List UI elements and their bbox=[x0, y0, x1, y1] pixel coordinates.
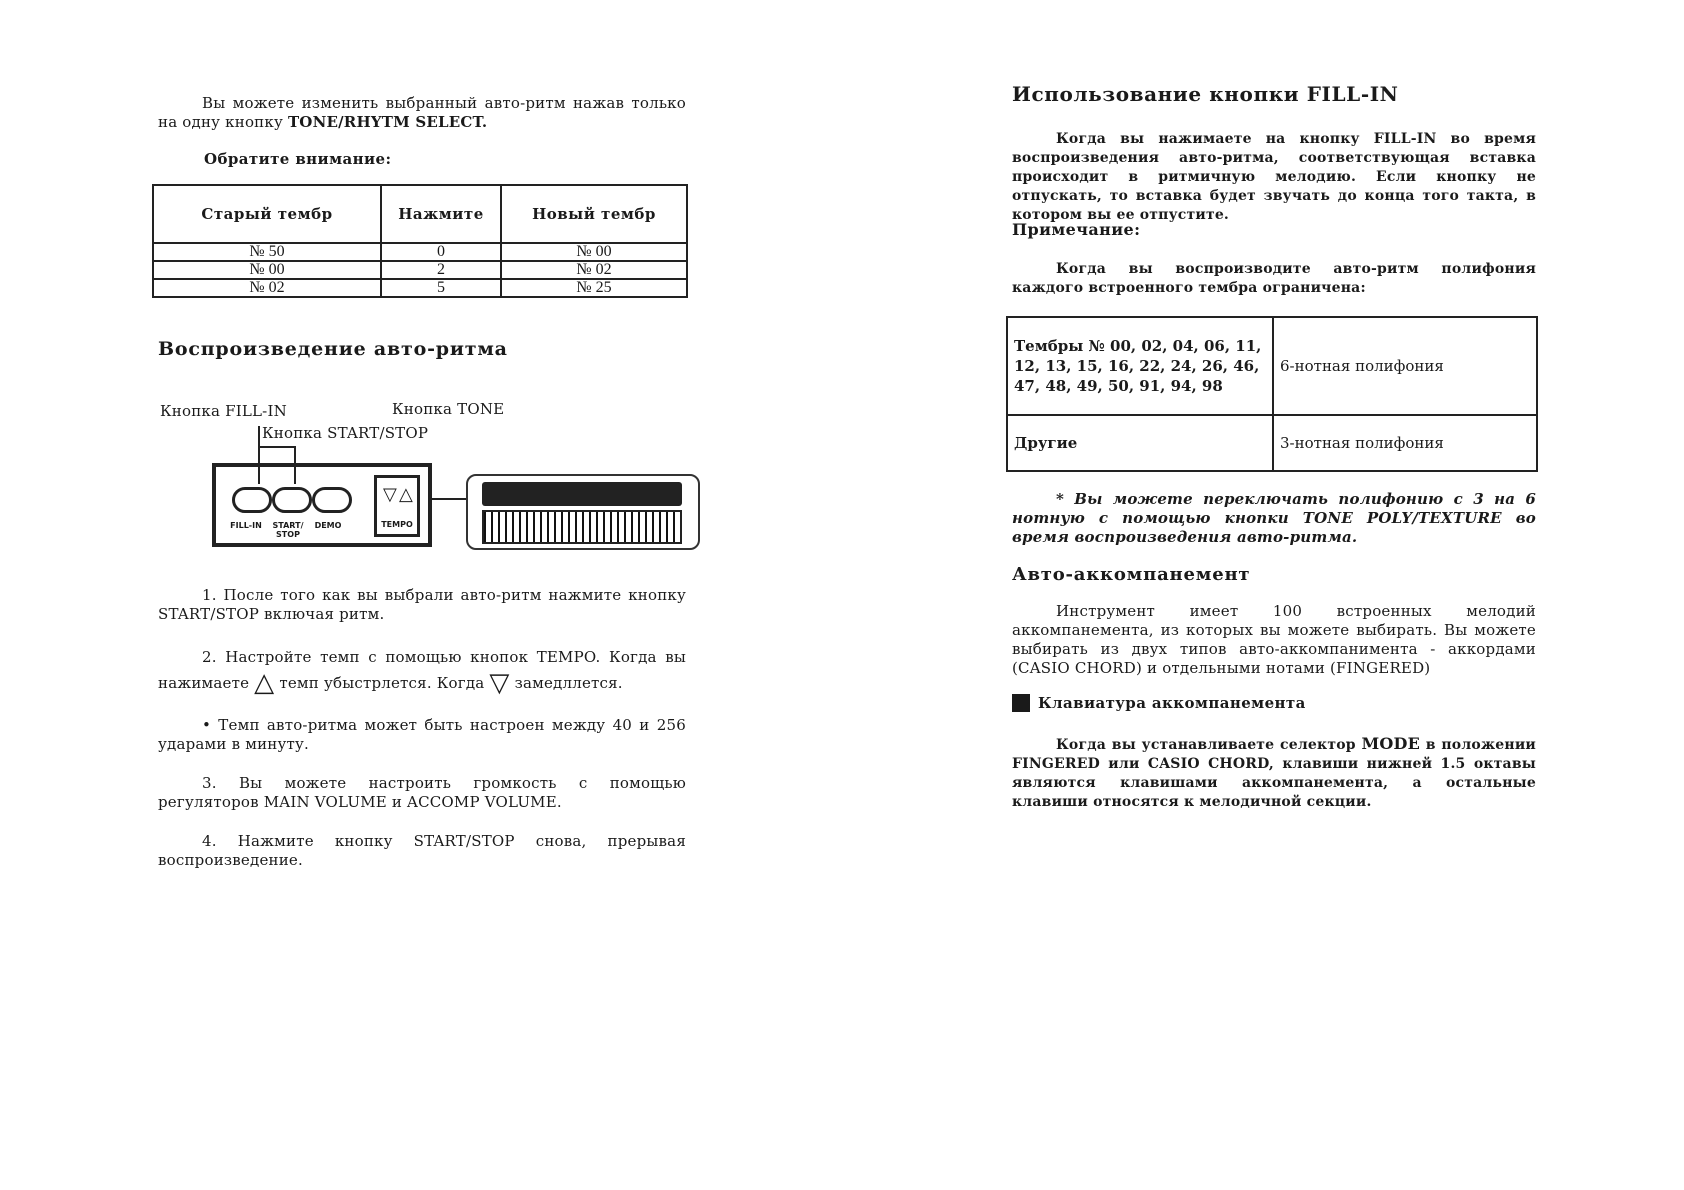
polyphony-table bbox=[1006, 316, 1538, 472]
kbd-title-text: Клавиатура аккомпанемента bbox=[1038, 694, 1306, 712]
fillin-text-a: Когда вы нажимаете на кнопку bbox=[1056, 131, 1374, 147]
table-cell: 6-нотная полифония bbox=[1273, 317, 1537, 415]
fillin-bold: FILL-IN bbox=[1373, 131, 1437, 147]
leader-line bbox=[260, 446, 296, 448]
start-text: START/ bbox=[272, 521, 304, 530]
kbd-bold: MODE bbox=[1361, 734, 1420, 753]
table-cell: 3-нотная полифония bbox=[1273, 415, 1537, 471]
table-row bbox=[153, 243, 687, 261]
triangle-down-icon: ▽ bbox=[489, 668, 510, 698]
step-3: 3. Вы можете настроить громкость с помощью регуляторов MAIN VOLUME и ACCOMP VOLUME. bbox=[158, 774, 686, 811]
step-2-text-a: 2. Настройте темп с помощью кнопок TEMPO. Когда вы нажимаете bbox=[158, 648, 686, 692]
steps-list bbox=[158, 586, 686, 890]
start-stop-button bbox=[272, 487, 312, 513]
triangle-up-icon: △ bbox=[254, 668, 275, 698]
tempo-label: TEMPO bbox=[381, 520, 413, 529]
fillin-button bbox=[232, 487, 272, 513]
demo-label: DEMO bbox=[314, 521, 342, 530]
control-panel bbox=[212, 463, 432, 547]
fillin-label: FILL-IN bbox=[230, 521, 262, 530]
table-cell: № 02 bbox=[153, 279, 381, 297]
keyboard-keys-icon bbox=[482, 510, 682, 544]
kbd-section-title bbox=[1012, 694, 1306, 712]
table-cell: 2 bbox=[381, 261, 501, 279]
header-new-tone: Новый тембр bbox=[501, 185, 687, 243]
fillin-title: Использование кнопки FILL-IN bbox=[1012, 82, 1399, 106]
intro-paragraph bbox=[158, 94, 686, 132]
leader-line bbox=[432, 498, 466, 500]
table-cell: № 02 bbox=[501, 261, 687, 279]
table-cell: № 50 bbox=[153, 243, 381, 261]
table-row bbox=[153, 261, 687, 279]
step-2-text-c: замедллется. bbox=[514, 674, 623, 692]
label-fillin: Кнопка FILL-IN bbox=[160, 402, 287, 420]
step-2 bbox=[158, 644, 686, 696]
header-press: Нажмите bbox=[381, 185, 501, 243]
table-cell: 0 bbox=[381, 243, 501, 261]
step-1: 1. После того как вы выбрали авто-ритм нажмите кнопку START/STOP включая ритм. bbox=[158, 586, 686, 623]
step-2-text-b: темп убыстрлется. Когда bbox=[279, 674, 485, 692]
keyboard-illustration bbox=[466, 474, 700, 550]
demo-button bbox=[312, 487, 352, 513]
table-cell: № 00 bbox=[501, 243, 687, 261]
label-startstop: Кнопка START/STOP bbox=[262, 424, 429, 442]
table-row bbox=[1007, 317, 1537, 415]
tempo-note: • Темп авто-ритма может быть настроен между 40 и 256 ударами в минуту. bbox=[158, 716, 686, 753]
button-row bbox=[232, 487, 354, 515]
section-title: Воспроизведение авто-ритма bbox=[158, 338, 508, 360]
table-cell: Другие bbox=[1007, 415, 1273, 471]
kbd-text-a: Когда вы устанавливаете селектор bbox=[1056, 737, 1362, 753]
kbd-text-b: в положении FINGERED или CASIO CHORD, клавиши нижней 1.5 октавы являются клавишами аккомпанемента, а остальные клавиши относятся к мелодичной секции. bbox=[1012, 737, 1537, 810]
tempo-buttons bbox=[374, 475, 420, 537]
right-page bbox=[842, 0, 1684, 1190]
tempo-down-icon: ▽ bbox=[383, 484, 397, 505]
note-label: Обратите внимание: bbox=[204, 150, 392, 168]
step-4: 4. Нажмите кнопку START/STOP снова, прерывая воспроизведение. bbox=[158, 832, 686, 869]
header-old-tone: Старый тембр bbox=[153, 185, 381, 243]
keyboard-panel-icon bbox=[482, 482, 682, 506]
accomp-paragraph: Инструмент имеет 100 встроенных мелодий аккомпанемента, из которых вы можете выбирать. Вы можете выбирать из двух типов авто-аккомпанимента - аккордами (CASIO CHORD) и отдельными нотами (FINGERED) bbox=[1012, 602, 1536, 677]
tone-table bbox=[152, 184, 688, 298]
kbd-paragraph bbox=[1012, 734, 1536, 812]
fillin-text-b: во время воспроизведения авто-ритма, соответствующая вставка происходит в ритмичную мелодию. Если кнопку не отпускать, то вставка будет звучать до конца того такта, в котором вы ее отпустите. bbox=[1012, 131, 1536, 223]
intro-bold: TONE/RHYTM SELECT. bbox=[287, 113, 488, 131]
accomp-title: Авто-аккомпанемент bbox=[1012, 564, 1251, 585]
table-row bbox=[1007, 415, 1537, 471]
note-title: Примечание: bbox=[1012, 220, 1141, 239]
square-bullet-icon bbox=[1012, 694, 1030, 712]
start-label bbox=[268, 521, 308, 539]
note-paragraph: Когда вы воспроизводите авто-ритм полифония каждого встроенного тембра ограничена: bbox=[1012, 261, 1536, 296]
polyphony-note: * Вы можете переключать полифонию с 3 на 6 нотную с помощью кнопки TONE POLY/TEXTURE во время воспроизведения авто-ритма. bbox=[1012, 490, 1536, 546]
intro-text: Вы можете изменить выбранный авто-ритм нажав только на одну кнопку bbox=[158, 94, 686, 131]
table-cell: 5 bbox=[381, 279, 501, 297]
table-row bbox=[153, 279, 687, 297]
stop-text: STOP bbox=[276, 530, 300, 539]
table-cell: № 00 bbox=[153, 261, 381, 279]
tempo-up-icon: △ bbox=[399, 484, 413, 505]
tone-table-header bbox=[153, 185, 687, 243]
label-tone: Кнопка TONE bbox=[392, 400, 505, 418]
table-cell: Тембры № 00, 02, 04, 06, 11, 12, 13, 15, 16, 22, 24, 26, 46, 47, 48, 49, 50, 91, 94, 98 bbox=[1007, 317, 1273, 415]
fillin-paragraph bbox=[1012, 130, 1536, 225]
table-cell: № 25 bbox=[501, 279, 687, 297]
